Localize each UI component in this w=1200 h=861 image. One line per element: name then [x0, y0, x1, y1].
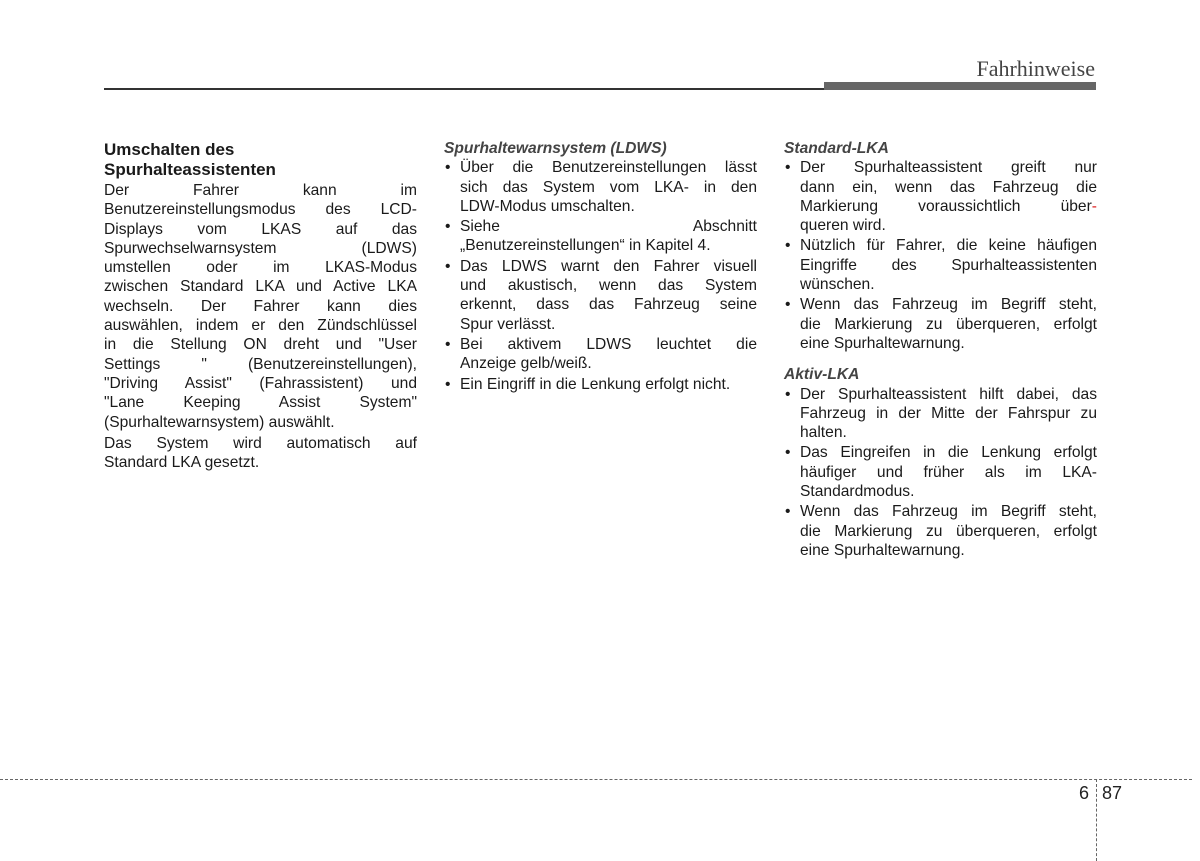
list-item: [784, 158, 1097, 235]
text-line: Spur verlässt.: [460, 315, 556, 333]
text-line: Ein Eingriff in die Lenkung erfolgt nicht.: [460, 375, 731, 393]
text-line: häufiger und früher als im LKA-: [800, 463, 1097, 481]
column-1: [104, 139, 417, 472]
bullet-icon: •: [785, 159, 791, 177]
list-item: [444, 158, 757, 216]
list-item: [784, 295, 1097, 353]
bullet-icon: •: [785, 296, 791, 314]
running-header-title: Fahrhinweise: [976, 56, 1095, 81]
column-2: [444, 139, 757, 394]
text-line: und akustisch, wenn das System: [460, 277, 757, 295]
bullet-icon: •: [445, 375, 451, 393]
text-line: sich das System vom LKA- in den: [460, 178, 757, 196]
text-line: Standardmodus.: [800, 483, 915, 501]
list-item: [784, 385, 1097, 443]
text-line: eine Spurhaltewarnung.: [800, 334, 965, 352]
bullet-icon: •: [445, 257, 451, 275]
chapter-number: 6: [1079, 783, 1090, 803]
text-line: Markierung voraussichtlich über-: [800, 197, 1097, 215]
text-line: Fahrzeug in der Mitte der Fahrspur zu: [800, 404, 1097, 422]
text-line: Anzeige gelb/weiß.: [460, 355, 592, 373]
section-heading: [104, 140, 417, 180]
text-line: dann ein, wenn das Fahrzeug die: [800, 178, 1097, 196]
text-line: Standard LKA gesetzt.: [104, 454, 260, 472]
bullet-icon: •: [785, 444, 791, 462]
text-line: halten.: [800, 424, 847, 442]
bullet-icon: •: [445, 335, 451, 353]
header-bar: [824, 82, 1096, 90]
text-line: Nützlich für Fahrer, die keine häufigen: [800, 237, 1097, 255]
column-3: [784, 139, 1097, 560]
subsection-title: Aktiv-LKA: [784, 366, 860, 384]
page-number: 87: [1102, 783, 1123, 803]
bullet-icon: •: [445, 218, 451, 236]
text-line: zwischen Standard LKA und Active LKA: [104, 278, 417, 296]
heading-line: Umschalten des: [104, 140, 235, 159]
text-line: "Lane Keeping Assist System": [104, 394, 417, 412]
text-line: Benutzereinstellungsmodus des LCD-: [104, 201, 417, 219]
text-line: Der Fahrer kann im: [104, 182, 417, 199]
text-line: Bei aktivem LDWS leuchtet die: [460, 335, 757, 353]
text-line: die Markierung zu überqueren, erfolgt: [800, 522, 1097, 540]
text-line: Siehe Abschnitt: [460, 218, 757, 236]
bullet-icon: •: [785, 237, 791, 255]
text-line: erkennt, dass das Fahrzeug seine: [460, 296, 757, 314]
bullet-icon: •: [785, 385, 791, 403]
text-line: Der Spurhalteassistent hilft dabei, das: [800, 385, 1097, 403]
text-line: in die Stellung ON dreht und "User: [104, 336, 417, 354]
text-line: queren wird.: [800, 217, 886, 235]
list-item: [444, 375, 757, 394]
text-line: umstellen oder im LKAS-Modus: [104, 259, 417, 277]
text-line: „Benutzereinstellungen“ in Kapitel 4.: [460, 237, 711, 255]
text-line: auswählen, indem er den Zündschlüssel: [104, 317, 417, 335]
text-line: Eingriffe des Spurhalteassistenten: [800, 256, 1097, 274]
text-line: Das LDWS warnt den Fahrer visuell: [460, 257, 757, 275]
text-line: Das Eingreifen in die Lenkung erfolgt: [800, 444, 1097, 462]
footer-divider: [0, 779, 1192, 780]
heading-line: Spurhalteassistenten: [104, 160, 276, 179]
bullet-icon: •: [445, 159, 451, 177]
text-line: Wenn das Fahrzeug im Begriff steht,: [800, 296, 1097, 314]
list-item: [444, 217, 757, 256]
subsection: [784, 365, 1097, 560]
text-line: wechseln. Der Fahrer kann dies: [104, 297, 417, 315]
text-line: Das System wird automatisch auf: [104, 434, 417, 452]
text-line: die Markierung zu überqueren, erfolgt: [800, 315, 1097, 333]
subsection-title: Standard-LKA: [784, 140, 889, 157]
text-line: (Spurhaltewarnsystem) auswählt.: [104, 413, 335, 431]
footer-vertical-divider: [1096, 779, 1097, 861]
subsection: [784, 139, 1097, 353]
hyphen-mark: -: [1091, 197, 1097, 215]
list-item: [784, 236, 1097, 294]
text-line: Der Spurhalteassistent greift nur: [800, 159, 1097, 177]
text-line: LDW-Modus umschalten.: [460, 197, 635, 215]
text-line: Spurwechselwarnsystem (LDWS): [104, 239, 417, 257]
list-item: [784, 502, 1097, 560]
text-line: Settings " (Benutzereinstellungen),: [104, 355, 417, 373]
list-item: [784, 443, 1097, 501]
subsection-title: Spurhaltewarnsystem (LDWS): [444, 140, 667, 157]
bullet-icon: •: [785, 503, 791, 521]
text-line: "Driving Assist" (Fahrassistent) und: [104, 374, 417, 392]
list-item: [444, 257, 757, 334]
paragraph: [104, 181, 417, 432]
text-line: wünschen.: [800, 276, 875, 294]
text-line: Über die Benutzereinstellungen lässt: [460, 159, 757, 177]
paragraph: [104, 434, 417, 473]
text-line: eine Spurhaltewarnung.: [800, 541, 965, 559]
text-line: Wenn das Fahrzeug im Begriff steht,: [800, 503, 1097, 521]
text-line: Displays vom LKAS auf das: [104, 220, 417, 238]
header-rule: [104, 88, 826, 90]
list-item: [444, 335, 757, 374]
